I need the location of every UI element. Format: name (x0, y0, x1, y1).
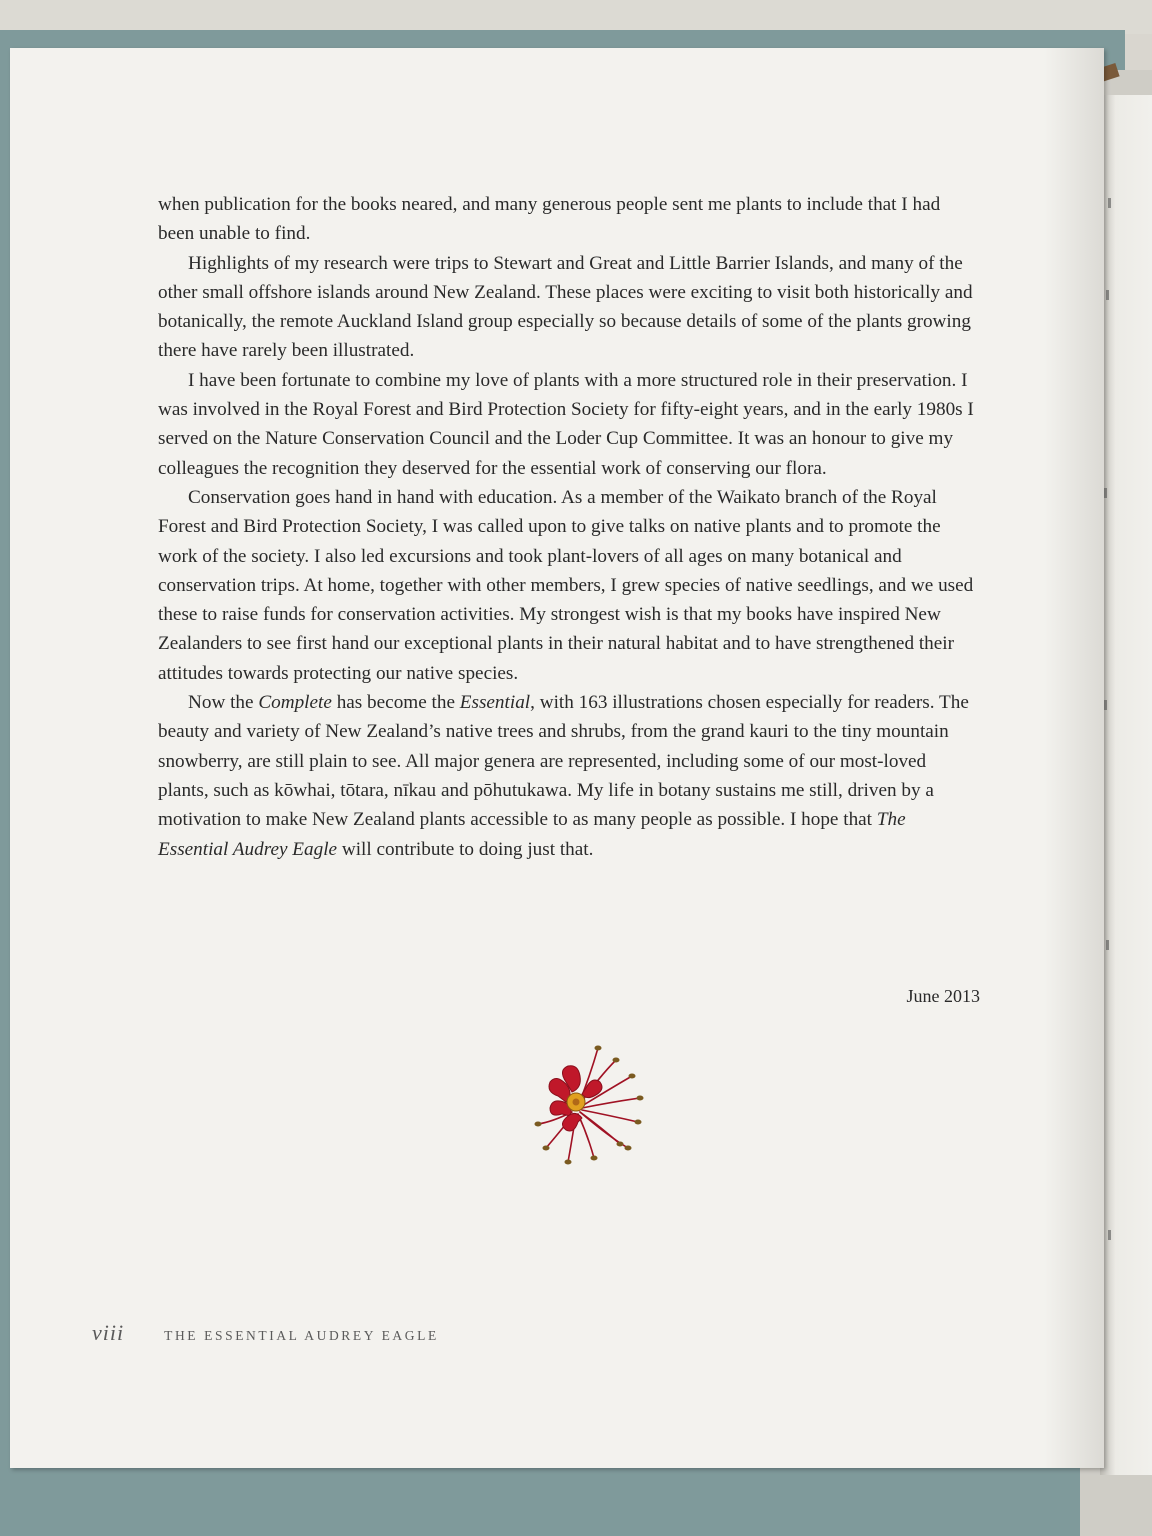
paragraph-final (158, 688, 980, 864)
paragraph: Highlights of my research were trips to Stewart and Great and Little Barrier Islands, and many of the other small offshore islands around New Zealand. These places were exciting to visit both historically and botanically, the remote Auckland Island group especially so because details of some of the plants growing there have rarely been illustrated. (158, 252, 973, 362)
binding-mark (1104, 488, 1107, 498)
table-surface (0, 0, 1152, 34)
text-run: will contribute to doing just that. (337, 838, 594, 860)
page-gutter-shade (1044, 48, 1104, 1468)
date-signature: June 2013 (906, 986, 980, 1006)
text-run: , with 163 illustrations chosen especially for readers. The beauty and variety of New Zealand’s native trees and shrubs, from the grand kauri to the tiny mountain snowberry, are still plain to see. All major genera are represented, including some of our most-loved plants, such as kōwhai, tōtara, nīkau and pōhutukawa. My life in botany sustains me still, driven by a motivation to make New Zealand plants accessible to as many people as possible. I hope that (158, 692, 969, 831)
binding-mark (1106, 290, 1109, 300)
facing-pages-edge (1100, 95, 1152, 1475)
binding-mark (1106, 940, 1109, 950)
binding-mark (1108, 198, 1111, 208)
page-number: viii (92, 1320, 125, 1345)
page-footer (92, 1320, 439, 1346)
text-run: has become the (331, 692, 460, 714)
running-head: THE ESSENTIAL AUDREY EAGLE (164, 1328, 439, 1343)
paragraph: Conservation goes hand in hand with education. As a member of the Waikato branch of the Royal Forest and Bird Protection Society, I was called upon to give talks on native plants and to promote the work of the society. I also led excursions and took plant-lovers of all ages on many botanical and conservation trips. At home, together with other members, I grew species of native seedlings, and we used these to raise funds for conservation activities. My strongest wish is that my books have inspired New Zealanders to see first hand our exceptional plants in their natural habitat and to have strengthened their attitudes towards protecting our native species. (158, 486, 974, 684)
paragraph: when publication for the books neared, and many generous people sent me plants to include that I had been unable to find. (158, 194, 941, 245)
paragraph: I have been fortunate to combine my love of plants with a more structured role in their preservation. I was involved in the Royal Forest and Bird Protection Society for fifty-eight years, and in the early 1980s I served on the Nature Conservation Council and the Loder Cup Committee. It was an honour to give my colleagues the recognition they deserved for the essential work of conserving our flora. (158, 369, 974, 479)
italic-title: Essential (459, 692, 531, 714)
italic-title: The Essential Audrey Eagle (158, 809, 906, 860)
binding-mark (1108, 1230, 1111, 1240)
italic-title: Complete (258, 692, 332, 714)
body-text (158, 190, 980, 864)
pohutukawa-flower-icon (528, 1036, 660, 1176)
text-run: Now the (188, 692, 259, 714)
binding-mark (1104, 700, 1107, 710)
